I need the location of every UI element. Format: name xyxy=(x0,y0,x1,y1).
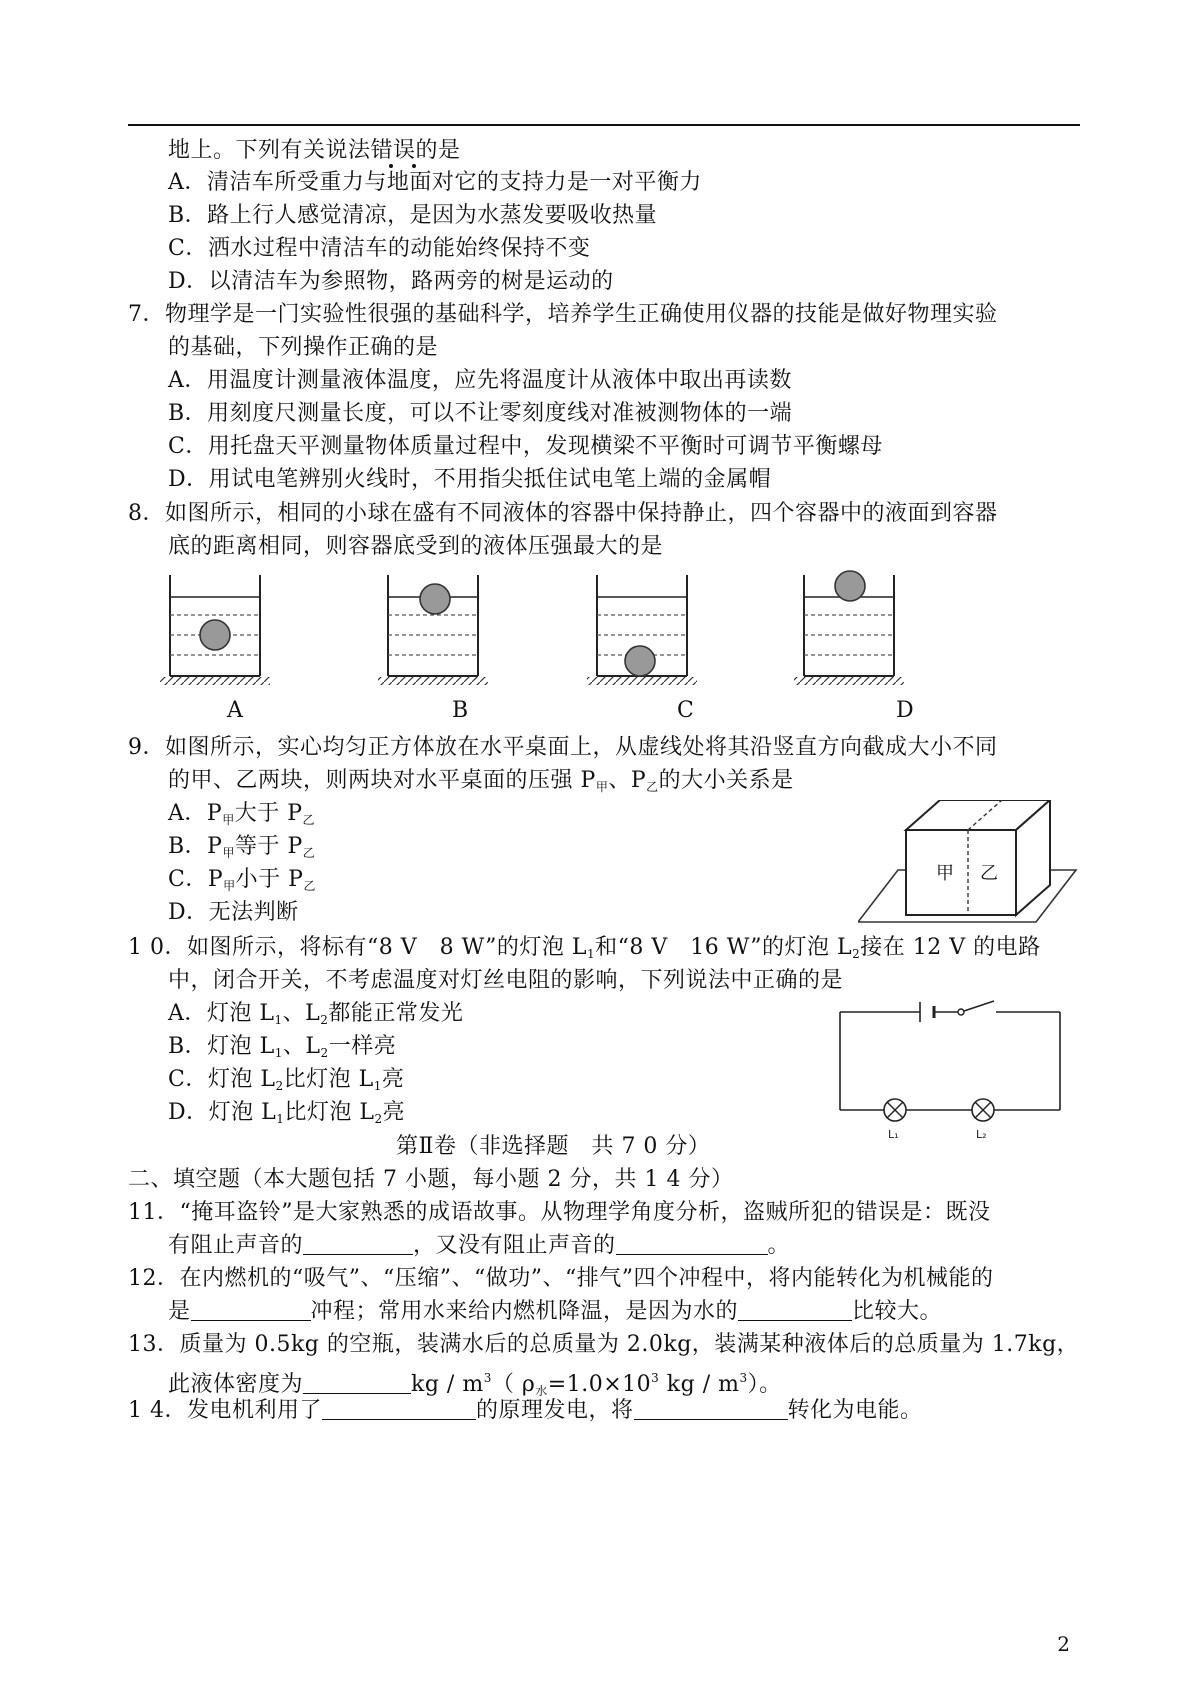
cube-part-left: 甲 xyxy=(936,863,954,884)
q8-stem-line1: 8．如图所示，相同的小球在盛有不同液体的容器中保持静止，四个容器中的液面到容器 xyxy=(128,501,998,526)
header-rule xyxy=(128,124,1080,126)
lamp-l2-label: L₂ xyxy=(976,1128,987,1141)
q10-option-a: A．灯泡 $L_1$、$L_2$都能正常发光 xyxy=(168,1001,464,1027)
q7-option-b: B．用刻度尺测量长度，可以不让零刻度线对准被测物体的一端 xyxy=(168,401,793,426)
q10-option-c: C．灯泡 $L_2$比灯泡 $L_1$亮 xyxy=(168,1067,405,1093)
ball-a xyxy=(200,620,230,650)
section2-heading: 二、填空题（本大题包括 7 小题，每小题 2 分，共 1 4 分） xyxy=(128,1167,734,1192)
switch-blade xyxy=(964,1001,994,1011)
q14-stem: 1 4．发电机利用了 的原理发电，将 转化为电能。 xyxy=(128,1398,923,1423)
q9-stem-line2: 的甲、乙两块，则两块对水平桌面的压强 $P_甲$、$P_乙$的大小关系是 xyxy=(168,768,794,794)
ball-d xyxy=(835,571,865,601)
q13-blank-1[interactable] xyxy=(303,1371,411,1394)
q7-option-d: D．用试电笔辨别火线时，不用指尖抵住试电笔上端的金属帽 xyxy=(168,467,772,492)
cube-part-right: 乙 xyxy=(980,863,998,884)
q9-option-a: A．$P_甲$大于 $P_乙$ xyxy=(168,801,316,827)
q10-option-d: D．灯泡 $L_1$比灯泡 $L_2$亮 xyxy=(168,1100,406,1126)
q7-option-c: C．用托盘天平测量物体质量过程中，发现横梁不平衡时可调节平衡螺母 xyxy=(168,434,883,459)
q12-blank-2[interactable] xyxy=(738,1298,852,1321)
q12-stem-line2: 是 冲程；常用水来给内燃机降温，是因为水的 比较大。 xyxy=(168,1299,943,1324)
q7-stem-line2: 的基础，下列操作正确的是 xyxy=(168,335,439,360)
q10-stem-line2: 中，闭合开关，不考虑温度对灯丝电阻的影响，下列说法中正确的是 xyxy=(168,968,844,993)
lamp-l2 xyxy=(972,1099,994,1121)
q11-blank-2[interactable] xyxy=(616,1232,768,1255)
q12-blank-1[interactable] xyxy=(191,1298,311,1321)
q11-stem-line1: 11．“掩耳盗铃”是大家熟悉的成语故事。从物理学角度分析，盗贼所犯的错误是：既没 xyxy=(128,1200,991,1225)
container-label-c: C xyxy=(677,698,694,723)
container-c xyxy=(587,575,697,685)
q11-stem-line2: 有阻止声音的 ，又没有阻止声音的 。 xyxy=(168,1233,791,1258)
q10-stem-line1: 1 0．如图所示，将标有“8 V 8 W”的灯泡 $L_1$和“8 V 16 W”的灯泡 $L_2$接在 12 V 的电路 xyxy=(128,935,1041,961)
circuit-figure xyxy=(838,1000,1068,1145)
ball-c xyxy=(625,646,655,676)
ball-b xyxy=(420,584,450,614)
lamp-l1-label: L₁ xyxy=(888,1128,899,1141)
container-a xyxy=(160,575,270,685)
part2-heading: 第Ⅱ卷（非选择题 共 7 0 分） xyxy=(396,1134,711,1159)
q6-stem: 地上。下列有关说法错误的是 xyxy=(168,138,461,163)
q9-option-d: D．无法判断 xyxy=(168,900,299,925)
q9-stem-line1: 9．如图所示，实心均匀正方体放在水平桌面上，从虚线处将其沿竖直方向截成大小不同 xyxy=(128,735,998,760)
container-d xyxy=(794,571,904,685)
q8-stem-line2: 底的距离相同，则容器底受到的液体压强最大的是 xyxy=(168,534,664,559)
lamp-l1 xyxy=(884,1099,906,1121)
q6-option-a: A．清洁车所受重力与地面对它的支持力是一对平衡力 xyxy=(168,170,702,195)
q9-option-b: B．$P_甲$等于 $P_乙$ xyxy=(168,834,316,860)
container-label-a: A xyxy=(227,698,243,723)
q7-stem-line1: 7．物理学是一门实验性很强的基础科学，培养学生正确使用仪器的技能是做好物理实验 xyxy=(128,302,998,327)
cube-figure xyxy=(858,800,1088,930)
containers-figure xyxy=(160,570,920,690)
q13-stem-line2: 此液体密度为 kg / $m^3$（ $\rho_水=1.0\times 10^3$ kg / $m^3$）。 xyxy=(168,1371,782,1398)
container-label-b: B xyxy=(452,698,469,723)
q11-blank-1[interactable] xyxy=(303,1232,413,1255)
q6-option-b: B．路上行人感觉清凉，是因为水蒸发要吸收热量 xyxy=(168,203,658,228)
q6-option-d: D．以清洁车为参照物，路两旁的树是运动的 xyxy=(168,269,614,294)
q10-option-b: B．灯泡 $L_1$、$L_2$一样亮 xyxy=(168,1034,397,1060)
container-b xyxy=(378,575,488,685)
page-number: 2 xyxy=(1057,1632,1070,1656)
q12-stem-line1: 12．在内燃机的“吸气”、“压缩”、“做功”、“排气”四个冲程中，将内能转化为机械能的 xyxy=(128,1266,994,1291)
q7-option-a: A．用温度计测量液体温度，应先将温度计从液体中取出再读数 xyxy=(168,368,792,393)
container-label-d: D xyxy=(896,698,914,723)
q9-option-c: C．$P_甲$小于 $P_乙$ xyxy=(168,867,316,893)
q13-stem-line1: 13．质量为 0.5kg 的空瓶，装满水后的总质量为 2.0kg，装满某种液体后的总质量为 1.7kg， xyxy=(128,1332,1080,1357)
q14-blank-1[interactable] xyxy=(322,1397,476,1420)
q14-blank-2[interactable] xyxy=(634,1397,788,1420)
q6-option-c: C．洒水过程中清洁车的动能始终保持不变 xyxy=(168,236,591,261)
switch-pivot xyxy=(958,1009,964,1015)
